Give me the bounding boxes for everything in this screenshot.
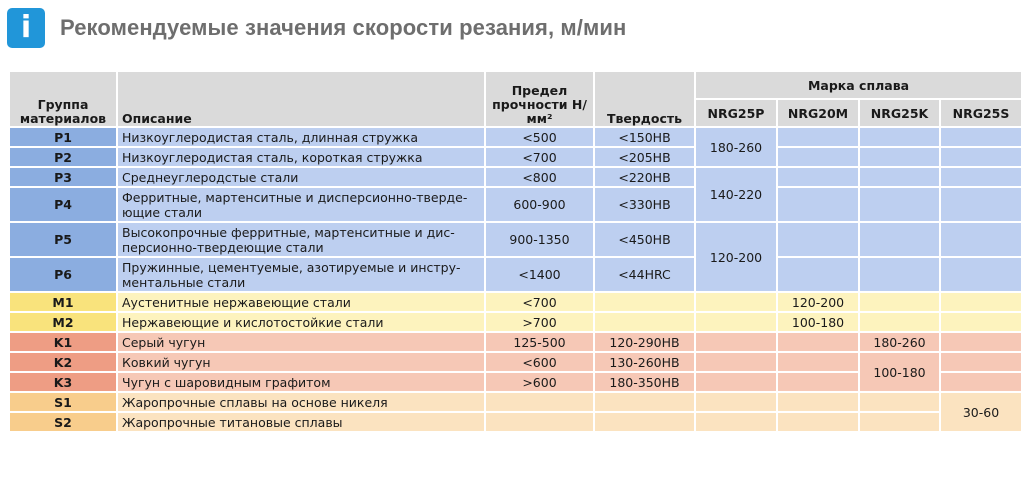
speed-empty [940, 332, 1022, 352]
description-cell: Чугун с шаровидным графитом [117, 372, 485, 392]
strength-cell: 600-900 [485, 187, 594, 222]
hardness-cell: 180-350HB [594, 372, 695, 392]
speed-empty [695, 332, 777, 352]
description-cell: Серый чугун [117, 332, 485, 352]
speed-empty [859, 167, 940, 187]
header-grade-nrg20m: NRG20M [777, 99, 859, 127]
header-strength: Предел прочности Н/мм² [485, 71, 594, 127]
table-row [9, 127, 1022, 147]
description-cell: Низкоуглеродистая сталь, короткая стружка [117, 147, 485, 167]
strength-cell: <600 [485, 352, 594, 372]
speed-empty [695, 392, 777, 412]
speed-empty [777, 147, 859, 167]
speed-empty [859, 147, 940, 167]
header-grade-parent: Марка сплава [695, 71, 1022, 99]
description-cell: Ферритные, мартенситные и дисперсионно-тверде-ющие стали [117, 187, 485, 222]
header-description: Описание [117, 71, 485, 127]
group-cell: M2 [9, 312, 117, 332]
speed-empty [940, 167, 1022, 187]
speed-empty [695, 312, 777, 332]
table-row [9, 332, 1022, 352]
header-hardness: Твердость [594, 71, 695, 127]
speed-empty [695, 292, 777, 312]
group-cell: P5 [9, 222, 117, 257]
description-cell: Жаропрочные сплавы на основе никеля [117, 392, 485, 412]
speed-empty [777, 372, 859, 392]
speed-nrg25k: 100-180 [859, 352, 940, 392]
speed-empty [859, 292, 940, 312]
group-cell: K3 [9, 372, 117, 392]
group-cell: P6 [9, 257, 117, 292]
speed-empty [859, 312, 940, 332]
info-icon [7, 8, 45, 48]
strength-cell: 125-500 [485, 332, 594, 352]
speed-empty [940, 292, 1022, 312]
speed-empty [940, 312, 1022, 332]
page-header [7, 6, 626, 50]
speed-empty [940, 372, 1022, 392]
hardness-cell [594, 292, 695, 312]
header-grade-nrg25s: NRG25S [940, 99, 1022, 127]
table-row [9, 257, 1022, 292]
speed-empty [859, 222, 940, 257]
hardness-cell: <330HB [594, 187, 695, 222]
description-cell: Аустенитные нержавеющие стали [117, 292, 485, 312]
speed-empty [777, 332, 859, 352]
strength-cell: <700 [485, 147, 594, 167]
description-cell: Пружинные, цементуемые, азотируемые и инстру-ментальные стали [117, 257, 485, 292]
table-row [9, 187, 1022, 222]
info-icon-glyph: i [20, 10, 32, 45]
table-row [9, 147, 1022, 167]
table-row [9, 167, 1022, 187]
speed-empty [777, 352, 859, 372]
speed-empty [695, 352, 777, 372]
speed-nrg25p: 180-260 [695, 127, 777, 167]
table-row [9, 222, 1022, 257]
hardness-cell [594, 412, 695, 432]
speed-empty [940, 257, 1022, 292]
group-cell: P4 [9, 187, 117, 222]
speed-nrg25s: 30-60 [940, 392, 1022, 432]
group-cell: M1 [9, 292, 117, 312]
speed-empty [695, 412, 777, 432]
speed-nrg25p: 120-200 [695, 222, 777, 292]
hardness-cell: <450HB [594, 222, 695, 257]
description-cell: Нержавеющие и кислотостойкие стали [117, 312, 485, 332]
speed-empty [940, 187, 1022, 222]
speed-empty [940, 222, 1022, 257]
speed-empty [940, 127, 1022, 147]
table-row [9, 392, 1022, 412]
header-grade-nrg25p: NRG25P [695, 99, 777, 127]
header-group: Группа материалов [9, 71, 117, 127]
strength-cell: <700 [485, 292, 594, 312]
hardness-cell: 130-260HB [594, 352, 695, 372]
speed-empty [859, 257, 940, 292]
description-cell: Высокопрочные ферритные, мартенситные и дис-персионно-твердеющие стали [117, 222, 485, 257]
group-cell: K2 [9, 352, 117, 372]
speed-empty [777, 222, 859, 257]
strength-cell: >700 [485, 312, 594, 332]
hardness-cell: <150HB [594, 127, 695, 147]
group-cell: S2 [9, 412, 117, 432]
group-cell: P2 [9, 147, 117, 167]
speed-empty [859, 127, 940, 147]
header-grade-nrg25k: NRG25K [859, 99, 940, 127]
speed-empty [777, 127, 859, 147]
speed-nrg25k: 180-260 [859, 332, 940, 352]
speed-empty [859, 392, 940, 412]
description-cell: Среднеуглеродстые стали [117, 167, 485, 187]
speed-empty [777, 187, 859, 222]
speed-empty [695, 372, 777, 392]
speed-empty [940, 147, 1022, 167]
group-cell: K1 [9, 332, 117, 352]
speed-nrg25p: 140-220 [695, 167, 777, 222]
speed-nrg20m: 120-200 [777, 292, 859, 312]
group-cell: P3 [9, 167, 117, 187]
table-row [9, 312, 1022, 332]
description-cell: Низкоуглеродистая сталь, длинная стружка [117, 127, 485, 147]
hardness-cell: <44HRC [594, 257, 695, 292]
group-cell: S1 [9, 392, 117, 412]
speed-nrg20m: 100-180 [777, 312, 859, 332]
hardness-cell: 120-290HB [594, 332, 695, 352]
speed-empty [777, 392, 859, 412]
strength-cell: <500 [485, 127, 594, 147]
group-cell: P1 [9, 127, 117, 147]
strength-cell: 900-1350 [485, 222, 594, 257]
description-cell: Жаропрочные титановые сплавы [117, 412, 485, 432]
speed-empty [777, 412, 859, 432]
table-row [9, 292, 1022, 312]
strength-cell [485, 392, 594, 412]
speed-empty [940, 352, 1022, 372]
description-cell: Ковкий чугун [117, 352, 485, 372]
hardness-cell [594, 392, 695, 412]
strength-cell: <1400 [485, 257, 594, 292]
cutting-speed-table [8, 70, 1023, 433]
speed-empty [859, 187, 940, 222]
hardness-cell: <220HB [594, 167, 695, 187]
strength-cell [485, 412, 594, 432]
table-row [9, 352, 1022, 372]
strength-cell: <800 [485, 167, 594, 187]
table-row [9, 412, 1022, 432]
hardness-cell [594, 312, 695, 332]
speed-empty [777, 167, 859, 187]
strength-cell: >600 [485, 372, 594, 392]
page-title: Рекомендуемые значения скорости резания, м/мин [60, 15, 627, 40]
speed-empty [777, 257, 859, 292]
hardness-cell: <205HB [594, 147, 695, 167]
speed-empty [859, 412, 940, 432]
